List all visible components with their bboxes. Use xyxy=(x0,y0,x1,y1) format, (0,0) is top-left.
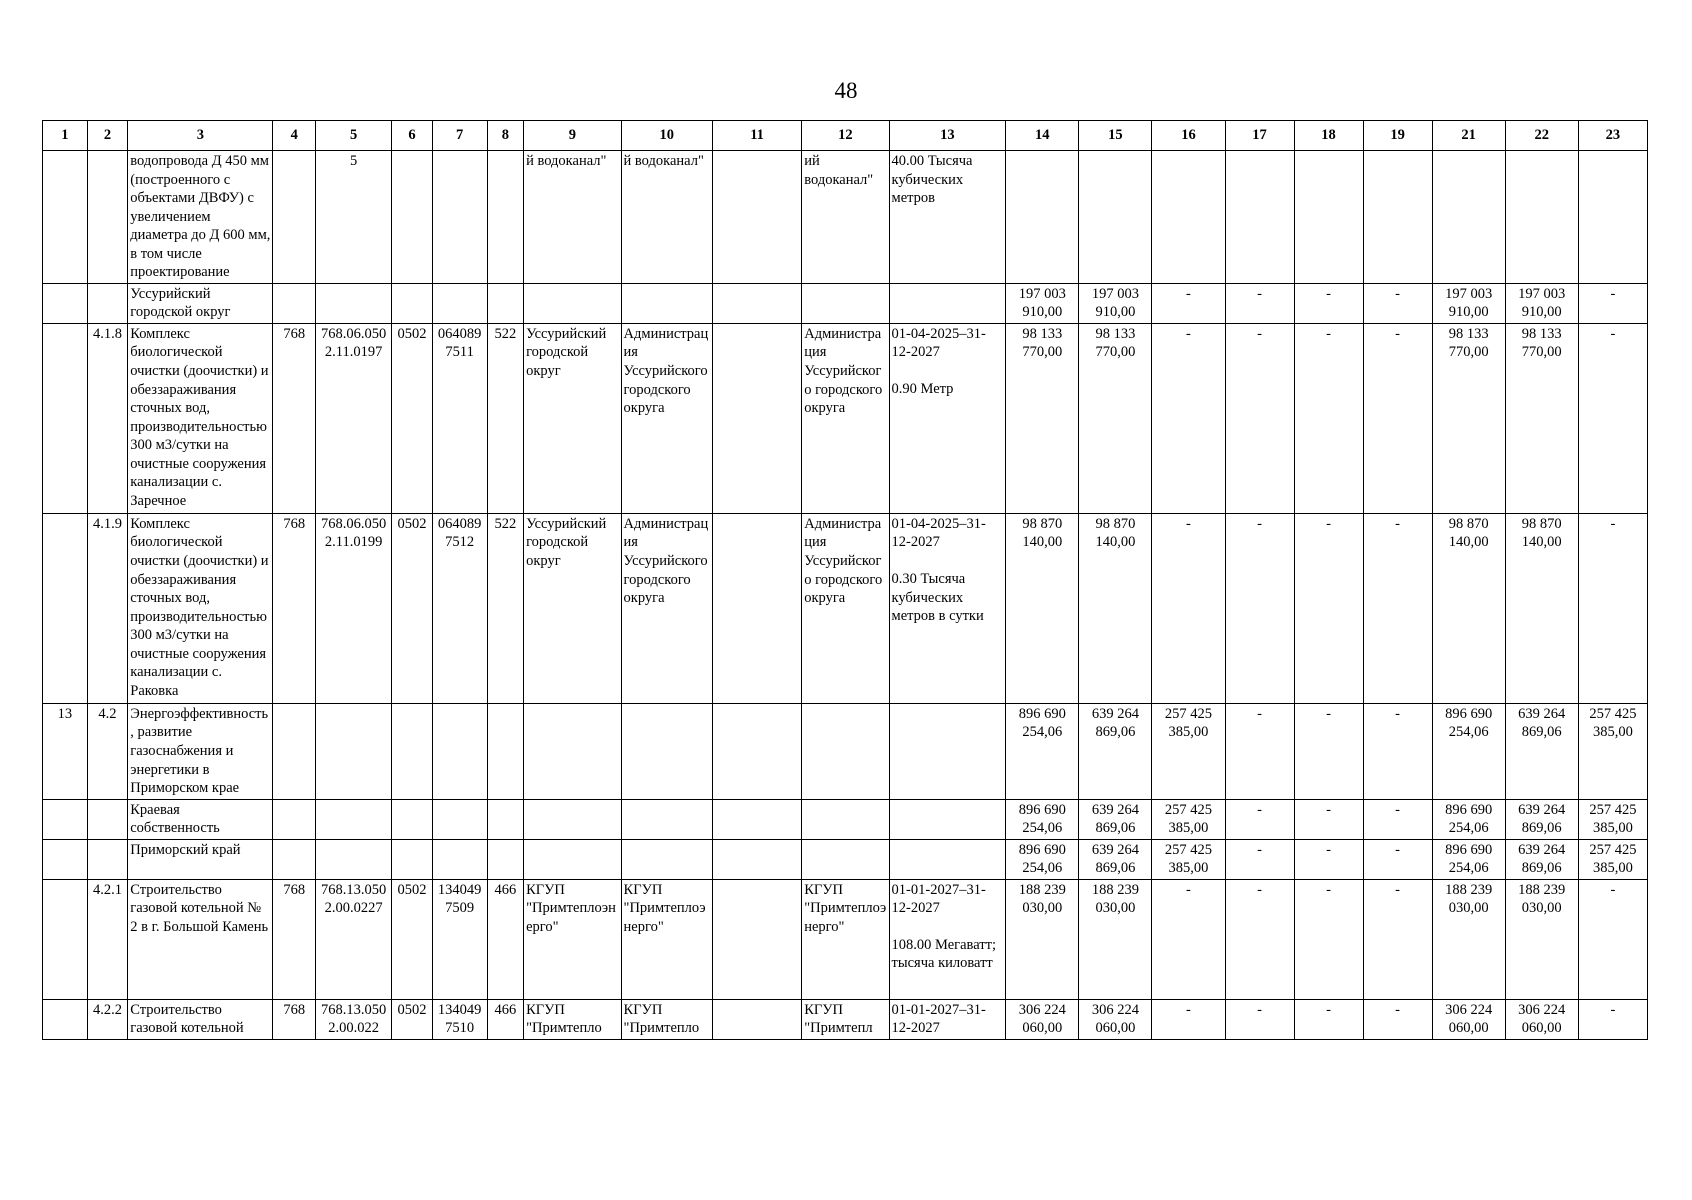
table-cell xyxy=(87,839,128,879)
table-cell: 257 425 385,00 xyxy=(1578,799,1647,839)
table-cell xyxy=(316,799,392,839)
table-cell: 896 690 254,06 xyxy=(1006,799,1079,839)
column-header: 7 xyxy=(432,121,487,151)
table-cell: 639 264 869,06 xyxy=(1505,799,1578,839)
table-cell: 306 224 060,00 xyxy=(1006,999,1079,1039)
table-row xyxy=(43,283,1648,323)
column-header: 13 xyxy=(889,121,1006,151)
table-cell xyxy=(1079,151,1152,284)
column-header: 19 xyxy=(1363,121,1432,151)
table-cell: 0502 xyxy=(392,513,433,703)
period-text: 01-01-2027–31-12-2027 xyxy=(891,1001,986,1037)
table-cell: 768 xyxy=(273,879,316,999)
table-cell xyxy=(87,151,128,284)
period-text: 01-04-2025–31-12-2027 xyxy=(891,515,986,551)
table-cell: - xyxy=(1152,999,1225,1039)
table-cell: 98 870 140,00 xyxy=(1432,513,1505,703)
table-cell: - xyxy=(1578,323,1647,513)
table-cell: КГУП "Примтепл xyxy=(802,999,889,1039)
table-cell: 98 870 140,00 xyxy=(1006,513,1079,703)
table-cell: КГУП "Примтеплоэнерго" xyxy=(524,879,621,999)
table-cell: - xyxy=(1578,999,1647,1039)
table-cell: 188 239 030,00 xyxy=(1505,879,1578,999)
table-cell: 768 xyxy=(273,513,316,703)
table-cell: 188 239 030,00 xyxy=(1432,879,1505,999)
table-cell: - xyxy=(1294,839,1363,879)
table-cell xyxy=(802,703,889,799)
table-cell xyxy=(316,283,392,323)
spacer xyxy=(892,918,1004,936)
table-cell xyxy=(487,283,524,323)
table-cell: 98 133 770,00 xyxy=(1006,323,1079,513)
table-cell xyxy=(524,283,621,323)
table-cell: Администрация Уссурийского городского округа xyxy=(802,323,889,513)
header-row xyxy=(43,121,1648,151)
table-cell: 768 xyxy=(273,999,316,1039)
table-cell: КГУП "Примтепло xyxy=(621,999,712,1039)
table-cell xyxy=(487,839,524,879)
table-cell: 768 xyxy=(273,323,316,513)
table-row xyxy=(43,799,1648,839)
capacity-text: 0.90 Метр xyxy=(891,381,954,398)
table-cell xyxy=(889,839,1006,879)
column-header: 4 xyxy=(273,121,316,151)
table-cell: 188 239 030,00 xyxy=(1006,879,1079,999)
table-cell: 896 690 254,06 xyxy=(1006,839,1079,879)
table-cell xyxy=(712,799,801,839)
table-cell xyxy=(621,283,712,323)
table-cell: КГУП "Примтепло xyxy=(524,999,621,1039)
table-cell xyxy=(621,839,712,879)
table-row xyxy=(43,151,1648,284)
table-cell xyxy=(1294,151,1363,284)
table-cell: 896 690 254,06 xyxy=(1432,799,1505,839)
column-header: 6 xyxy=(392,121,433,151)
table-cell xyxy=(889,999,1006,1039)
table-cell: - xyxy=(1578,879,1647,999)
table-cell xyxy=(889,151,1006,284)
capacity-text: 0.30 Тысяча кубических метров в сутки xyxy=(891,571,984,625)
table-cell: - xyxy=(1363,513,1432,703)
table-cell: 257 425 385,00 xyxy=(1152,839,1225,879)
table-cell xyxy=(43,879,88,999)
table-cell: й водоканал" xyxy=(621,151,712,284)
table-cell xyxy=(43,839,88,879)
table-cell: - xyxy=(1363,703,1432,799)
table-cell xyxy=(1505,151,1578,284)
table-row xyxy=(43,879,1648,999)
table-cell: - xyxy=(1294,323,1363,513)
table-cell: ий водоканал" xyxy=(802,151,889,284)
table-cell: 639 264 869,06 xyxy=(1079,839,1152,879)
column-header: 9 xyxy=(524,121,621,151)
table-cell xyxy=(316,703,392,799)
table-cell xyxy=(712,703,801,799)
period-text: 01-01-2027–31-12-2027 xyxy=(891,881,986,917)
table-cell: - xyxy=(1294,999,1363,1039)
table-cell xyxy=(889,513,1006,703)
table-cell xyxy=(392,151,433,284)
table-cell xyxy=(889,283,1006,323)
table-cell: 768.06.0502.11.0199 xyxy=(316,513,392,703)
table-cell: 257 425 385,00 xyxy=(1578,703,1647,799)
table-row xyxy=(43,703,1648,799)
table-row xyxy=(43,513,1648,703)
table-cell: - xyxy=(1294,703,1363,799)
table-cell: - xyxy=(1225,703,1294,799)
table-cell xyxy=(273,799,316,839)
table-cell xyxy=(524,839,621,879)
table-cell xyxy=(712,999,801,1039)
table-cell: - xyxy=(1363,999,1432,1039)
table-cell: - xyxy=(1152,283,1225,323)
table-cell: 522 xyxy=(487,513,524,703)
table-cell: 5 xyxy=(316,151,392,284)
table-cell: 257 425 385,00 xyxy=(1152,703,1225,799)
table-cell: 466 xyxy=(487,879,524,999)
table-cell: 639 264 869,06 xyxy=(1079,703,1152,799)
table-cell xyxy=(432,839,487,879)
table-cell xyxy=(392,839,433,879)
table-cell: - xyxy=(1294,879,1363,999)
column-header: 2 xyxy=(87,121,128,151)
column-header: 10 xyxy=(621,121,712,151)
column-header: 18 xyxy=(1294,121,1363,151)
table-cell xyxy=(712,513,801,703)
table-cell: 4.1.8 xyxy=(87,323,128,513)
table-cell: - xyxy=(1152,513,1225,703)
table-cell: 197 003 910,00 xyxy=(1079,283,1152,323)
table-cell: 306 224 060,00 xyxy=(1432,999,1505,1039)
table-cell: Комплекс биологической очистки (доочистки) и обеззараживания сточных вод, производительностью 300 м3/сутки на очистные сооружения канализации с. Раковка xyxy=(128,513,273,703)
spacer xyxy=(892,362,1004,380)
table-cell xyxy=(712,323,801,513)
table-cell: - xyxy=(1225,839,1294,879)
table-cell: 466 xyxy=(487,999,524,1039)
table-cell: Администрация Уссурийского городского округа xyxy=(621,513,712,703)
table-cell xyxy=(273,283,316,323)
table-cell: 306 224 060,00 xyxy=(1079,999,1152,1039)
table-cell: 896 690 254,06 xyxy=(1432,703,1505,799)
table-cell: Администрация Уссурийского городского округа xyxy=(621,323,712,513)
table-cell: 896 690 254,06 xyxy=(1432,839,1505,879)
table-cell: - xyxy=(1225,879,1294,999)
table-cell: - xyxy=(1225,799,1294,839)
table-cell: - xyxy=(1578,283,1647,323)
table-cell: 98 870 140,00 xyxy=(1079,513,1152,703)
table-cell: - xyxy=(1363,839,1432,879)
table-cell xyxy=(432,283,487,323)
table-cell: 639 264 869,06 xyxy=(1505,703,1578,799)
table-cell xyxy=(712,879,801,999)
table-cell xyxy=(487,703,524,799)
table-cell: 197 003 910,00 xyxy=(1432,283,1505,323)
table-cell xyxy=(1225,151,1294,284)
table-cell: 0502 xyxy=(392,999,433,1039)
table-cell: Энергоэффективность, развитие газоснабжения и энергетики в Приморском крае xyxy=(128,703,273,799)
table-cell xyxy=(432,151,487,284)
table-cell: 4.2.1 xyxy=(87,879,128,999)
table-cell xyxy=(273,151,316,284)
table-cell: Уссурийский городской округ xyxy=(524,513,621,703)
table-cell: 197 003 910,00 xyxy=(1505,283,1578,323)
table-cell xyxy=(524,703,621,799)
table-cell xyxy=(621,703,712,799)
table-cell: Приморский край xyxy=(128,839,273,879)
column-header: 5 xyxy=(316,121,392,151)
table-cell: 0640897511 xyxy=(432,323,487,513)
table-cell xyxy=(43,999,88,1039)
table-cell xyxy=(889,323,1006,513)
table-row xyxy=(43,839,1648,879)
table-cell: - xyxy=(1225,283,1294,323)
column-header: 23 xyxy=(1578,121,1647,151)
table-cell xyxy=(889,799,1006,839)
table-cell xyxy=(43,283,88,323)
column-header: 14 xyxy=(1006,121,1079,151)
table-cell xyxy=(712,151,801,284)
table-cell xyxy=(889,879,1006,999)
table-cell: 257 425 385,00 xyxy=(1578,839,1647,879)
table-cell xyxy=(392,703,433,799)
table-row xyxy=(43,323,1648,513)
table-cell: Уссурийский городской округ xyxy=(128,283,273,323)
spacer xyxy=(892,552,1004,570)
table-cell: - xyxy=(1225,999,1294,1039)
table-cell xyxy=(1363,151,1432,284)
table-cell xyxy=(316,839,392,879)
table-cell: 0640897512 xyxy=(432,513,487,703)
table-cell: - xyxy=(1578,513,1647,703)
table-cell xyxy=(802,839,889,879)
table-cell: 768.13.0502.00.022 xyxy=(316,999,392,1039)
column-header: 12 xyxy=(802,121,889,151)
table-cell xyxy=(43,323,88,513)
table-cell: - xyxy=(1225,323,1294,513)
table-cell: 98 133 770,00 xyxy=(1079,323,1152,513)
column-header: 22 xyxy=(1505,121,1578,151)
table-cell xyxy=(43,151,88,284)
table-cell: - xyxy=(1363,283,1432,323)
table-cell xyxy=(273,839,316,879)
table-cell: 4.2.2 xyxy=(87,999,128,1039)
table-cell: - xyxy=(1363,879,1432,999)
column-header: 11 xyxy=(712,121,801,151)
table-cell: - xyxy=(1152,879,1225,999)
column-header: 15 xyxy=(1079,121,1152,151)
table-cell: 13 xyxy=(43,703,88,799)
column-header: 17 xyxy=(1225,121,1294,151)
table-cell: Строительство газовой котельной № 2 в г. Большой Камень xyxy=(128,879,273,999)
column-header: 21 xyxy=(1432,121,1505,151)
table-cell xyxy=(432,799,487,839)
table-cell: 0502 xyxy=(392,879,433,999)
table-cell xyxy=(392,799,433,839)
table-cell: Краевая собственность xyxy=(128,799,273,839)
table-cell: - xyxy=(1152,323,1225,513)
column-header: 1 xyxy=(43,121,88,151)
table-cell: 257 425 385,00 xyxy=(1152,799,1225,839)
table-cell xyxy=(43,799,88,839)
table-cell: Уссурийский городской округ xyxy=(524,323,621,513)
table-cell xyxy=(712,283,801,323)
table-cell: 4.2 xyxy=(87,703,128,799)
capacity-text: 40.00 Тысяча кубических метров xyxy=(891,153,973,207)
table-cell xyxy=(43,513,88,703)
column-header: 8 xyxy=(487,121,524,151)
table-cell: й водоканал" xyxy=(524,151,621,284)
table-row xyxy=(43,999,1648,1039)
table-cell xyxy=(1152,151,1225,284)
table-cell xyxy=(273,703,316,799)
budget-table xyxy=(42,120,1648,1040)
table-cell xyxy=(87,283,128,323)
table-cell xyxy=(802,283,889,323)
table-cell: - xyxy=(1294,799,1363,839)
table-cell xyxy=(802,799,889,839)
table-cell xyxy=(524,799,621,839)
table-cell: 98 870 140,00 xyxy=(1505,513,1578,703)
table-cell: - xyxy=(1363,799,1432,839)
table-cell: 768.06.0502.11.0197 xyxy=(316,323,392,513)
capacity-text: 108.00 Мегаватт; тысяча киловатт xyxy=(891,936,996,972)
table-cell: 197 003 910,00 xyxy=(1006,283,1079,323)
table-cell xyxy=(487,799,524,839)
table-cell: КГУП "Примтеплоэнерго" xyxy=(802,879,889,999)
column-header: 3 xyxy=(128,121,273,151)
table-cell: Комплекс биологической очистки (доочистки) и обеззараживания сточных вод, производительностью 300 м3/сутки на очистные сооружения канализации с. Заречное xyxy=(128,323,273,513)
table-cell: 768.13.0502.00.0227 xyxy=(316,879,392,999)
table-cell: Строительство газовой котельной xyxy=(128,999,273,1039)
table-cell xyxy=(1432,151,1505,284)
table-cell: - xyxy=(1363,323,1432,513)
table-cell xyxy=(432,703,487,799)
table-cell xyxy=(87,799,128,839)
table-cell xyxy=(487,151,524,284)
table-cell xyxy=(712,839,801,879)
table-cell: 98 133 770,00 xyxy=(1432,323,1505,513)
table-cell: 1340497509 xyxy=(432,879,487,999)
table-cell: водопровода Д 450 мм (построенного с объектами ДВФУ) с увеличением диаметра до Д 600 мм, в том числе проектирование xyxy=(128,151,273,284)
table-cell: - xyxy=(1294,283,1363,323)
table-cell: 188 239 030,00 xyxy=(1079,879,1152,999)
table-body xyxy=(43,151,1648,1040)
period-text: 01-04-2025–31-12-2027 xyxy=(891,325,986,361)
table-cell: 896 690 254,06 xyxy=(1006,703,1079,799)
table-cell xyxy=(1006,151,1079,284)
table-cell: 0502 xyxy=(392,323,433,513)
table-cell: 639 264 869,06 xyxy=(1079,799,1152,839)
table-cell xyxy=(392,283,433,323)
table-cell xyxy=(1578,151,1647,284)
table-cell: Администрация Уссурийского городского округа xyxy=(802,513,889,703)
table-cell: 639 264 869,06 xyxy=(1505,839,1578,879)
table-cell: КГУП "Примтеплоэнерго" xyxy=(621,879,712,999)
table-cell: - xyxy=(1294,513,1363,703)
table-cell: 522 xyxy=(487,323,524,513)
table-cell: 98 133 770,00 xyxy=(1505,323,1578,513)
page-number: 48 xyxy=(834,78,858,103)
column-header: 16 xyxy=(1152,121,1225,151)
table-cell: - xyxy=(1225,513,1294,703)
table-cell: 306 224 060,00 xyxy=(1505,999,1578,1039)
table-cell xyxy=(621,799,712,839)
table-cell xyxy=(889,703,1006,799)
table-cell: 1340497510 xyxy=(432,999,487,1039)
table-cell: 4.1.9 xyxy=(87,513,128,703)
